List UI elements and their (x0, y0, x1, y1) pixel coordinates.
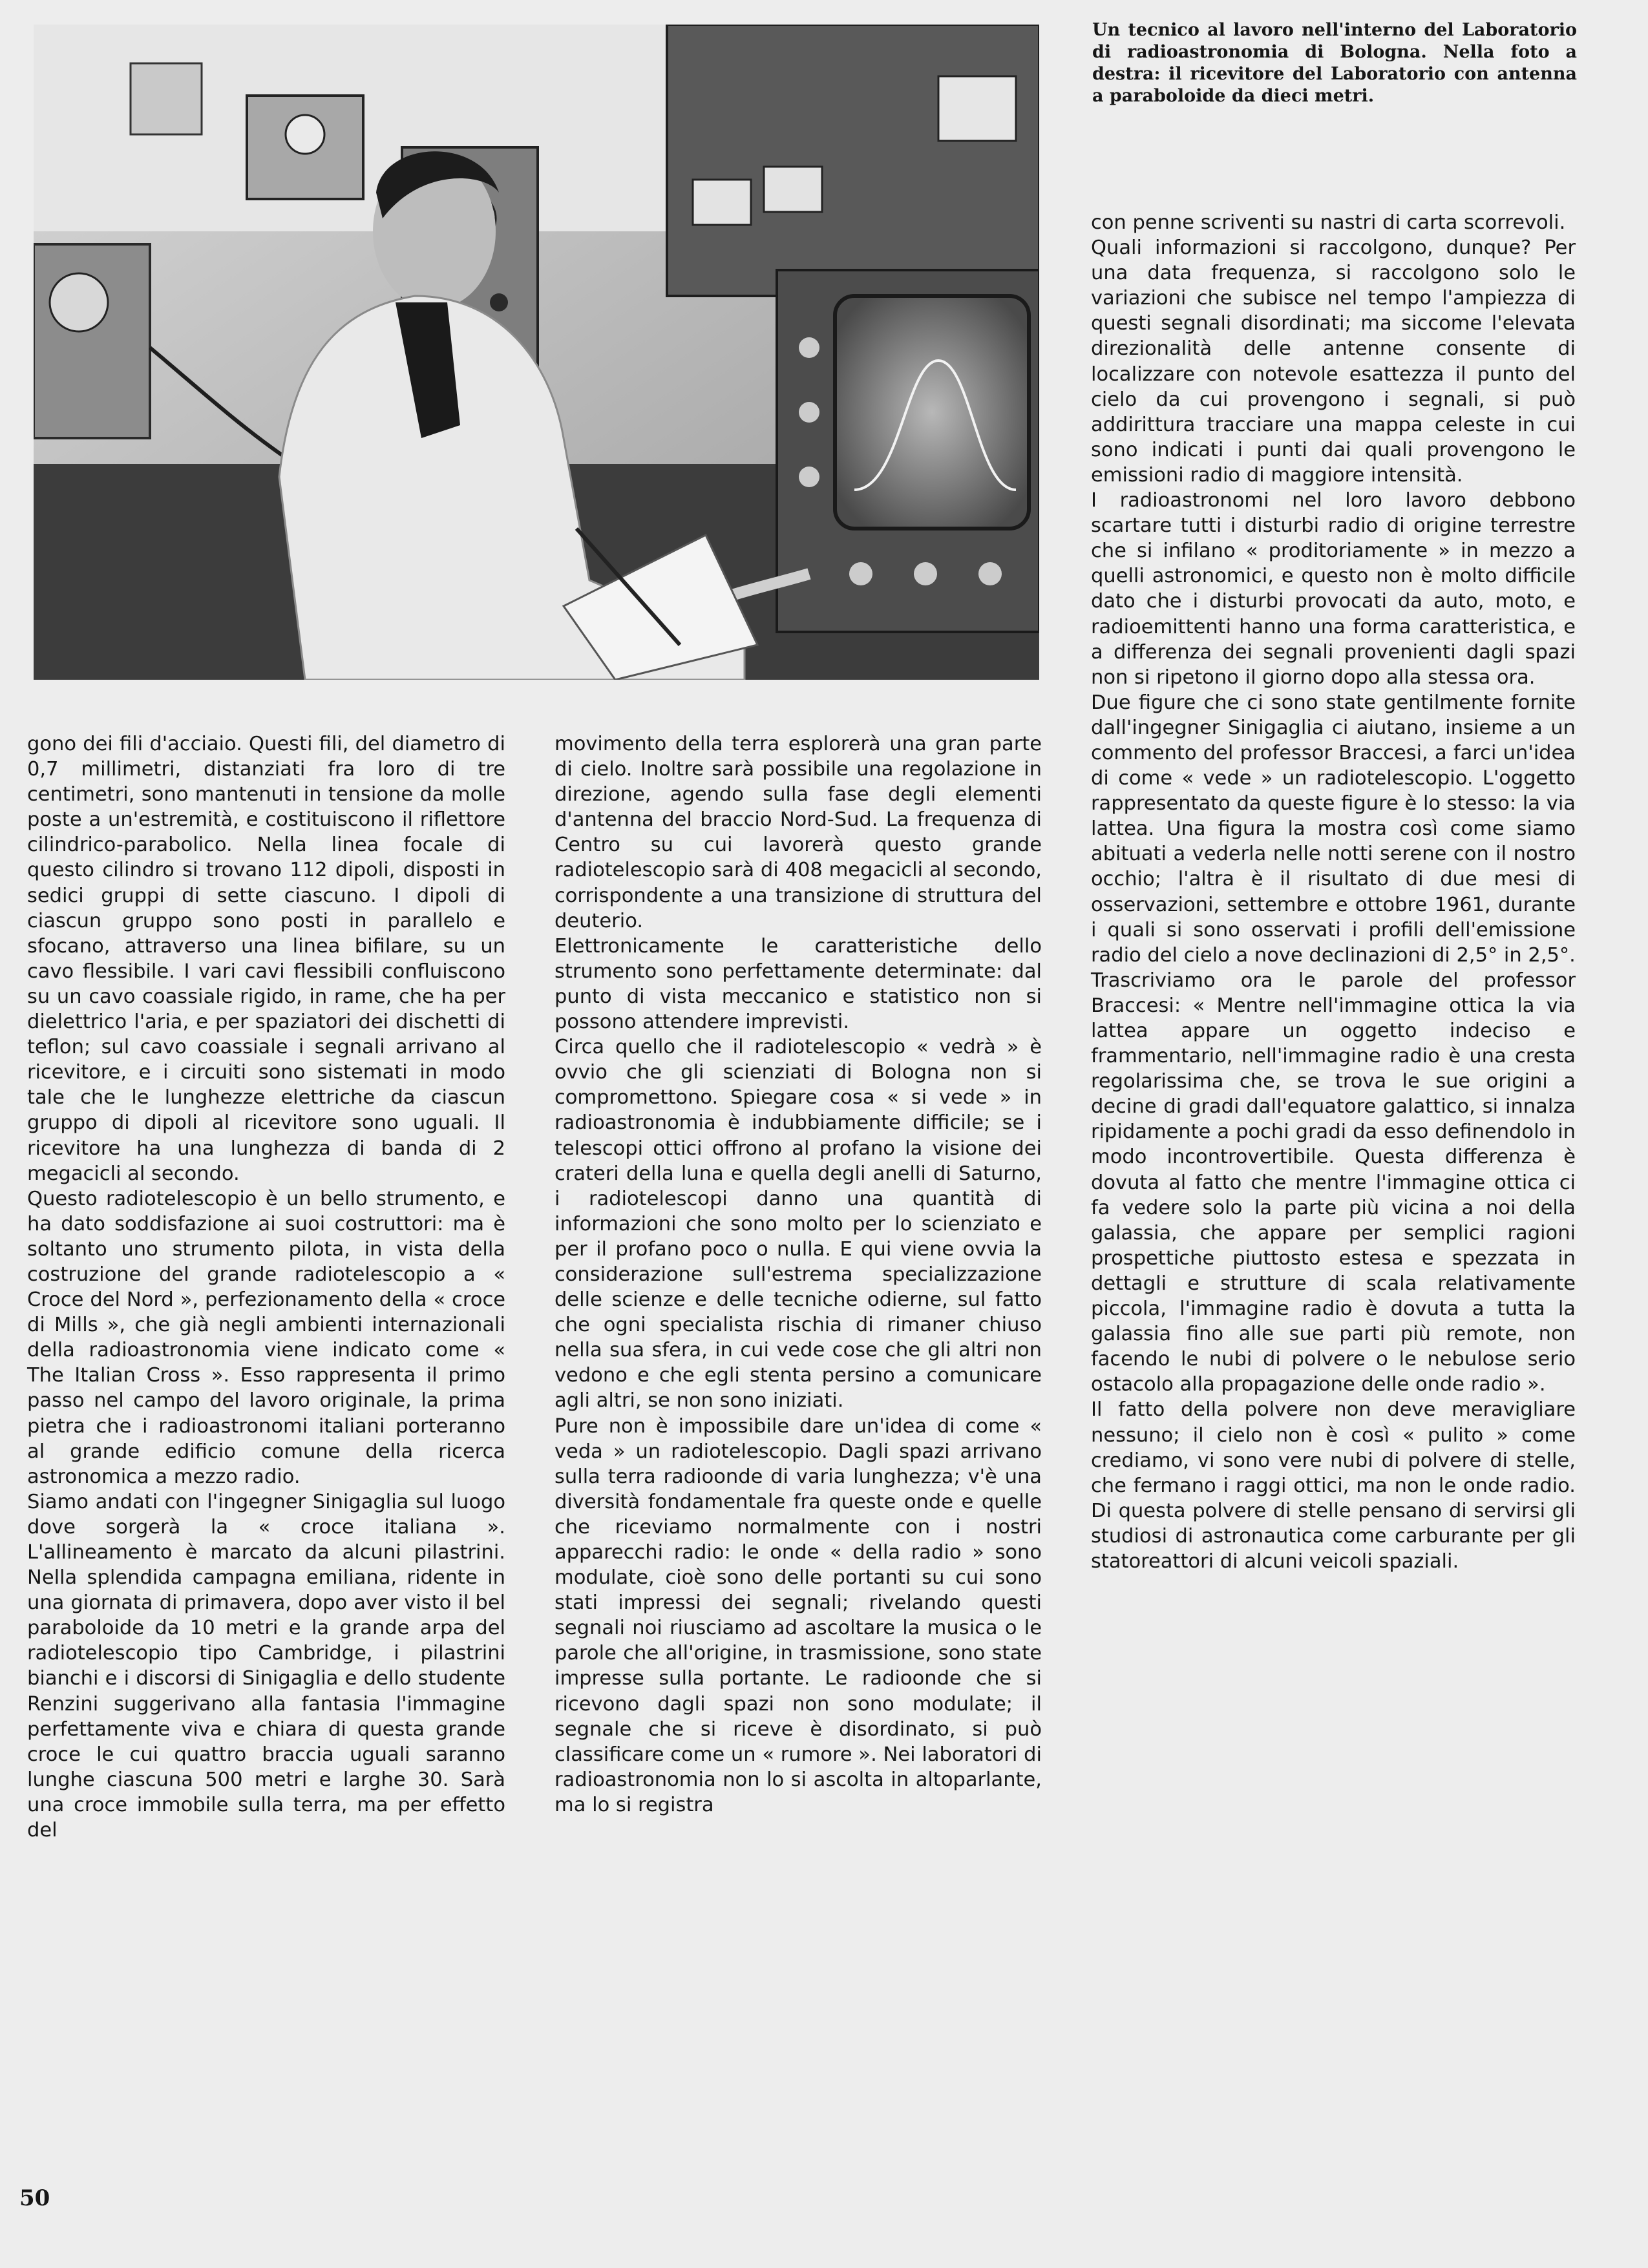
paragraph: Trascriviamo ora le parole del professor Braccesi: « Mentre nell'immagine ottica la via lattea appare un oggetto indeciso e frammentario, nell'immagine radio è una cresta regolarissima che, se trova le sue origini a decine di gradi dall'equatore galattico, si innalza ripidamente a pochi gradi da esso definendolo in modo incontrovertibile. Questa differenza è dovuta al fatto che mentre l'immagine ottica ci fa vedere solo la parte più vicina a noi della galassia, che appare per semplici ragioni prospettiche piuttosto estesa e spezzata in dettagli e strutture di scala relativamente piccola, l'immagine radio è dovuta a tutta la galassia fino alle sue parti più remote, non facendo le nubi di polvere o le nebulose serio ostacolo alla propagazione delle onde radio ». (1091, 969, 1576, 1396)
paragraph: Circa quello che il radiotelescopio « vedrà » è ovvio che gli scienziati di Bologna non si compromettono. Spiegare cosa « si vede » in radioastronomia è indubbiamente difficile; se i telescopi ottici offrono al profano la visione dei crateri della luna e quella degli anelli di Saturno, i radiotelescopi danno una quantità di informazioni che sono molto per lo scienziato e per il profano poco o nulla. E qui viene ovvia la considerazione sull'estrema specializzazione delle scienze e delle tecniche odierne, sul fatto che ogni specialista rischia di rimaner chiuso nella sua sfera, in cui vede cose che gli altri non vedono e che egli stenta persino a comunicare agli altri, se non sono iniziati. (555, 1036, 1042, 1412)
article-column-1 (27, 731, 505, 1843)
paragraph: gono dei fili d'acciaio. Questi fili, del diametro di 0,7 millimetri, distanziati fra loro di tre centimetri, sono mantenuti in tensione da molle poste a un'estremità, e costituiscono il riflettore cilindrico-parabolico. Nella linea focale di questo cilindro si trovano 112 dipoli, disposti in sedici gruppi di sette ciascuno. I dipoli di ciascun gruppo sono posti in parallelo e sfocano, attraverso una linea bifilare, su un cavo flessibile. I vari cavi flessibili confluiscono su un cavo coassiale rigido, in rame, che ha per dielettrico l'aria, e per spaziatori dei dischetti di teflon; sul cavo coassiale i segnali arrivano al ricevitore, e i circuiti sono sistemati in modo tale che le lunghezze elettriche da ciascun gruppo di dipoli al ricevitore sono uguali. Il ricevitore ha una lunghezza di banda di 2 megacicli al secondo. (27, 733, 505, 1185)
paragraph: I radioastronomi nel loro lavoro debbono scartare tutti i disturbi radio di origine terrestre che si infilano « proditoriamente » in mezzo a quelli astronomici, e questo non è molto difficile dato che i disturbi provocati da auto, moto, e radioemittenti hanno una forma caratteristica, e a differenza dei segnali provenienti dagli spazi non si ripetono il giorno dopo alla stessa ora. (1091, 489, 1576, 689)
paragraph: Quali informazioni si raccolgono, dunque? Per una data frequenza, si raccolgono solo le variazioni che subisce nel tempo l'ampiezza di questi segnali disordinati; ma siccome l'elevata direzionalità delle antenne consente di localizzare con notevole esattezza il punto del cielo da cui provengono i segnali, si può addirittura tracciare una mappa celeste in cui sono indicati i punti dai quali provengono le emissioni radio di maggiore intensità. (1091, 236, 1576, 487)
article-column-3 (1091, 210, 1576, 1574)
caption-text: Un tecnico al lavoro nell'interno del Laboratorio di radioastronomia di Bologna. Nella foto a destra: il ricevitore del Laboratorio con antenna a paraboloide da dieci metri. (1092, 20, 1577, 106)
paragraph: Elettronicamente le caratteristiche dello strumento sono perfettamente determinate: dal punto di vista meccanico e statistico non si possono attendere imprevisti. (555, 934, 1042, 1034)
paragraph: Questo radiotelescopio è un bello strumento, e ha dato soddisfazione ai suoi costruttori: ma è soltanto uno strumento pilota, in vista della costruzione del grande radiotelescopio a « Croce del Nord », perfezionamento della « croce di Mills », che già negli ambienti internazionali della radioastronomia viene indicato come « The Italian Cross ». Esso rappresenta il primo passo nel campo del lavoro originale, la prima pietra che i radioastronomi italiani porteranno al grande edificio comune della ricerca astronomica a mezzo radio. (27, 1187, 505, 1488)
article-column-2 (555, 731, 1042, 1818)
paragraph: movimento della terra esplorerà una gran parte di cielo. Inoltre sarà possibile una regolazione in direzione, agendo sulla fase degli elementi d'antenna del braccio Nord-Sud. La frequenza di Centro su cui lavorerà questo grande radiotelescopio sarà di 408 megacicli al secondo, corrispondente a una transizione di struttura del deuterio. (555, 733, 1042, 932)
paragraph: Due figure che ci sono state gentilmente fornite dall'ingegner Sinigaglia ci aiutano, insieme a un commento del professor Braccesi, a farci un'idea di come « vede » un radiotelescopio. L'oggetto rappresentato da queste figure è lo stesso: la via lattea. Una figura la mostra così come siamo abituati a vederla nelle notti serene con il nostro occhio; l'altra è il risultato di due mesi di osservazioni, settembre e ottobre 1961, durante i quali si sono osservati i profili dell'emissione radio del cielo a nove declinazioni di 2,5° in 2,5°. (1091, 691, 1576, 967)
paragraph: Siamo andati con l'ingegner Sinigaglia sul luogo dove sorgerà la « croce italiana ». L'allineamento è marcato da alcuni pilastrini. Nella splendida campagna emiliana, ridente in una giornata di primavera, dopo aver visto il bel paraboloide da 10 metri e la grande arpa del radiotelescopio tipo Cambridge, i pilastrini bianchi e i discorsi di Sinigaglia e dello studente Renzini suggerivano alla fantasia l'immagine perfettamente viva e chiara di questa grande croce le cui quattro braccia uguali saranno lunghe ciascuna 500 metri e larghe 30. Sarà una croce immobile sulla terra, ma per effetto del (27, 1490, 505, 1842)
laboratory-photo (34, 25, 1039, 680)
page-number: 50 (19, 2185, 50, 2211)
paragraph: con penne scriventi su nastri di carta scorrevoli. (1091, 211, 1566, 234)
photo-caption (1092, 19, 1577, 107)
paragraph: Pure non è impossibile dare un'idea di come « veda » un radiotelescopio. Dagli spazi arrivano sulla terra radioonde di varia lunghezza; v'è una diversità fondamentale fra queste onde e quelle che riceviamo normalmente con i nostri apparecchi radio: le onde « della radio » sono modulate, cioè sono delle portanti su cui sono stati impressi dei segnali; rivelando questi segnali noi riusciamo ad ascoltare la musica o le parole che all'origine, in trasmissione, sono state impresse sulla portante. Le radioonde che si ricevono dagli spazi non sono modulate; il segnale che si riceve è disordinato, si può classificare come un « rumore ». Nei laboratori di radioastronomia non lo si ascolta in altoparlante, ma lo si registra (555, 1414, 1042, 1816)
paragraph: Il fatto della polvere non deve meravigliare nessuno; il cielo non è così « pulito » come crediamo, vi sono vere nubi di polvere di stelle, che fermano i raggi ottici, ma non le onde radio. Di questa polvere di stelle pensano di servirsi gli studiosi di astronautica come carburante per gli statoreattori di alcuni veicoli spaziali. (1091, 1398, 1576, 1573)
